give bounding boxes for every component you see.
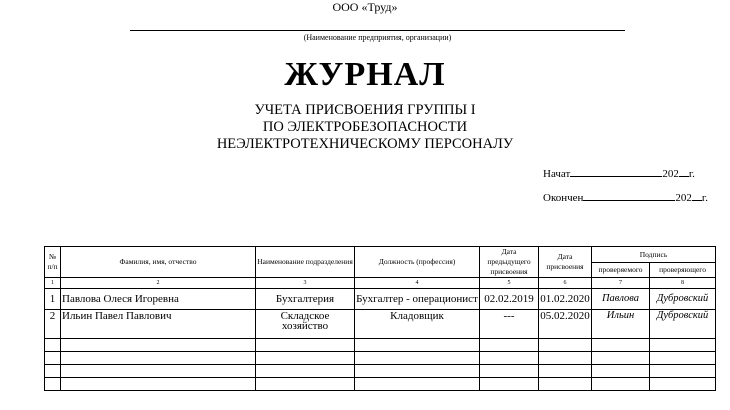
started-year-prefix: 202 (662, 168, 679, 180)
organization-underline (130, 30, 625, 31)
column-number: 1 (45, 278, 61, 289)
ended-year-prefix: 202 (675, 192, 692, 204)
col-header-department: Наименование подразделения (256, 247, 355, 278)
empty-table-row (45, 339, 716, 352)
started-day-month-blank (570, 166, 662, 177)
ended-label: Окончен (543, 192, 584, 204)
ended-date-field (543, 190, 708, 204)
column-number: 5 (480, 278, 539, 289)
row-sig-checker: Дубровский (650, 310, 716, 339)
subtitle-line-2: ПО ЭЛЕКТРОБЕЗОПАСНОСТИ (262, 119, 468, 135)
empty-table-row (45, 378, 716, 391)
table-row (45, 310, 716, 339)
started-year-suffix: г. (688, 168, 695, 180)
row-sig-checked: Павлова (592, 289, 650, 310)
ended-day-month-blank (583, 190, 675, 201)
header-row (45, 247, 716, 263)
row-sig-checked: Ильин (592, 310, 650, 339)
col-header-position: Должность (профессия) (355, 247, 480, 278)
empty-table-row (45, 352, 716, 365)
row-prev-date: --- (480, 310, 539, 339)
col-header-sig-checker: проверяющего (650, 263, 716, 278)
ended-year-suffix: г. (701, 192, 708, 204)
column-number: 4 (355, 278, 480, 289)
column-number: 8 (650, 278, 716, 289)
row-name: Павлова Олеся Игоревна (61, 289, 256, 310)
started-date-field (543, 166, 695, 180)
col-header-name: Фамилия, имя, отчество (61, 247, 256, 278)
row-name: Ильин Павел Павлович (61, 310, 256, 339)
organization-caption: (Наименование предприятия, организации) (303, 33, 452, 42)
started-year-blank (679, 166, 689, 177)
col-header-num: № п/п (45, 247, 61, 278)
row-assign-date: 01.02.2020 (539, 289, 592, 310)
subtitle-line-3: НЕЭЛЕКТРОТЕХНИЧЕСКОМУ ПЕРСОНАЛУ (216, 136, 514, 152)
started-label: Начат (543, 168, 571, 180)
row-position: Кладовщик (355, 310, 480, 339)
column-number: 6 (539, 278, 592, 289)
table-row (45, 289, 716, 310)
row-position: Бухгалтер - операционист (355, 289, 480, 310)
ended-year-blank (692, 190, 702, 201)
journal-table (44, 246, 716, 391)
column-number-row (45, 278, 716, 289)
column-number: 7 (592, 278, 650, 289)
row-num: 1 (45, 289, 61, 310)
col-header-sig-checked: проверяемого (592, 263, 650, 278)
organization-name: ООО «Труд» (332, 0, 398, 14)
document-title: ЖУРНАЛ (284, 56, 446, 93)
empty-table-row (45, 365, 716, 378)
column-number: 3 (256, 278, 355, 289)
row-prev-date: 02.02.2019 (480, 289, 539, 310)
col-header-assign-date: Дата присвоения (539, 247, 592, 278)
column-number: 2 (61, 278, 256, 289)
col-header-signature: Подпись (592, 247, 716, 263)
col-header-prev-date: Дата предыдущего присвоения (480, 247, 539, 278)
row-sig-checker: Дубровский (650, 289, 716, 310)
row-assign-date: 05.02.2020 (539, 310, 592, 339)
row-num: 2 (45, 310, 61, 339)
row-department: Складское хозяйство (256, 310, 355, 339)
row-department: Бухгалтерия (256, 289, 355, 310)
subtitle-line-1: УЧЕТА ПРИСВОЕНИЯ ГРУППЫ I (254, 102, 476, 118)
